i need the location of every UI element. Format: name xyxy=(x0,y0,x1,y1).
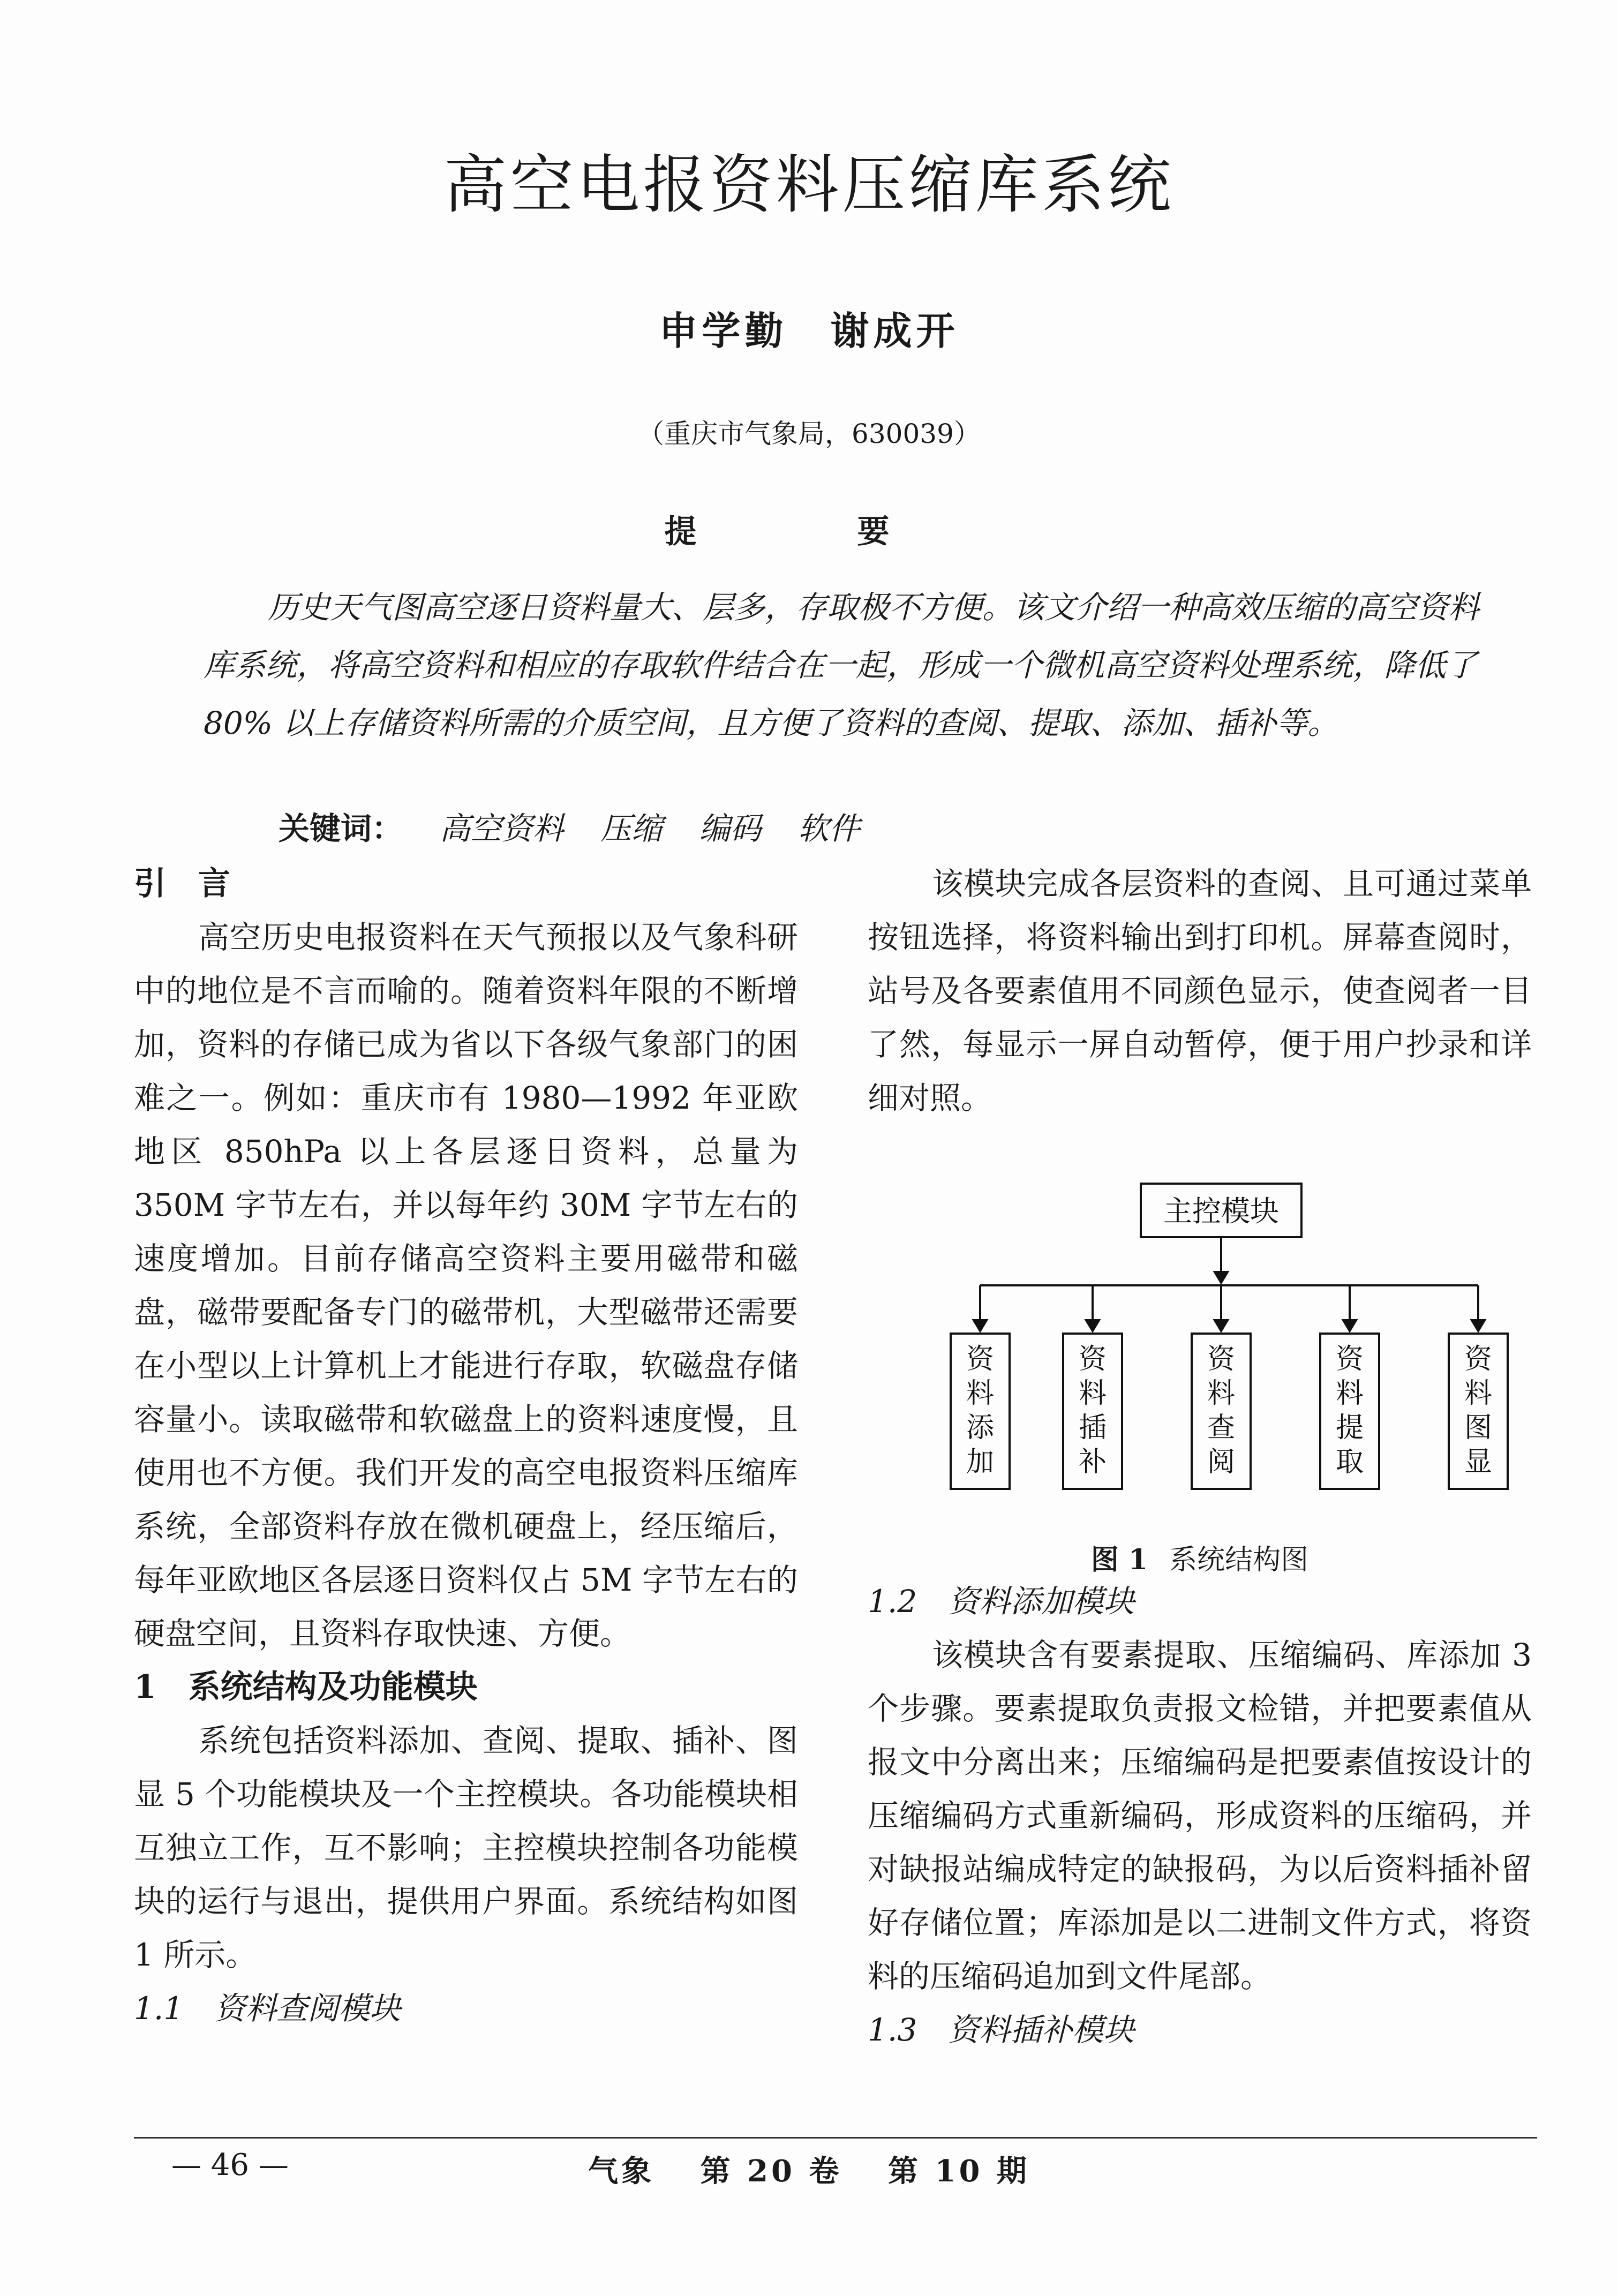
figure-caption xyxy=(868,1537,1532,1577)
left-column xyxy=(134,857,798,2035)
footer-divider xyxy=(134,2137,1537,2139)
intro-heading: 引 言 xyxy=(134,865,230,902)
module-label: 资料插补 xyxy=(1078,1343,1107,1478)
affiliation: （重庆市气象局，630039） xyxy=(637,418,981,449)
module-label: 资料提取 xyxy=(1335,1343,1364,1478)
subsection-1-2-heading: 1.2 资料添加模块 xyxy=(868,1583,1135,1620)
section-1-1-paragraph: 该模块完成各层资料的查阅、且可通过菜单按钮选择，将资料输出到打印机。屏幕查阅时，站号及各要素值用不同颜色显示，使查阅者一目了然，每显示一屏自动暂停，便于用户抄录和详细对照。 xyxy=(868,865,1532,1116)
arrow-head xyxy=(1343,1320,1356,1331)
main-control-label: 主控模块 xyxy=(1163,1194,1279,1228)
author-list: 申学勤 谢成开 xyxy=(659,308,959,353)
arrow-head xyxy=(1086,1320,1099,1331)
abstract-text: 历史天气图高空逐日资料量大、层多，存取极不方便。该文介绍一种高效压缩的高空资料库系统，将高空资料和相应的存取软件结合在一起，形成一个微机高空资料处理系统，降低了 80% 以上存储资料所需的介质空间，且方便了资料的查阅、提取、添加、插补等。 xyxy=(204,589,1480,741)
journal-name: 气象 xyxy=(588,2154,655,2189)
keyword: 软件 xyxy=(797,810,860,847)
section-1-paragraph: 系统包括资料添加、查阅、提取、插补、图显 5 个功能模块及一个主控模块。各功能模块相互独立工作，互不影响；主控模块控制各功能模块的运行与退出，提供用户界面。系统结构如图 1 所示。 xyxy=(134,1722,798,1973)
module-label: 资料添加 xyxy=(966,1343,995,1478)
system-structure-diagram xyxy=(937,1178,1526,1510)
subsection-1-1-heading: 1.1 资料查阅模块 xyxy=(134,1990,401,2027)
keywords-line xyxy=(279,803,860,848)
journal-issue: 第 10 期 xyxy=(888,2154,1030,2189)
figure-caption-text: 系统结构图 xyxy=(1169,1544,1309,1576)
keyword: 压缩 xyxy=(600,810,663,847)
intro-paragraph: 高空历史电报资料在天气预报以及气象科研中的地位是不言而喻的。随着资料年限的不断增加，资料的存储已成为省以下各级气象部门的困难之一。例如：重庆市有 1980—1992 年亚欧地区 850hPa 以上各层逐日资料，总量为 350M 字节左右，并以每年约 30M 字节左右的速度增加。目前存储高空资料主要用磁带和磁盘，磁带要配备专门的磁带机，大型磁带还需要在小型以上计算机上才能进行存取，软磁盘存储容量小。读取磁带和软磁盘上的资料速度慢，且使用也不方便。我们开发的高空电报资料压缩库系统，全部资料存放在微机硬盘上，经压缩后，每年亚欧地区各层逐日资料仅占 5M 字节左右的硬盘空间，且资料存取快速、方便。 xyxy=(134,919,798,1652)
arrow-head xyxy=(1472,1320,1485,1331)
module-label: 资料图显 xyxy=(1464,1343,1493,1478)
keyword: 高空资料 xyxy=(439,810,564,847)
arrow-head xyxy=(1215,1272,1228,1283)
paper-title: 高空电报资料压缩库系统 xyxy=(443,148,1175,222)
module-label: 资料查阅 xyxy=(1207,1343,1236,1478)
right-column xyxy=(868,857,1532,1125)
figure-number: 图 1 xyxy=(1090,1544,1148,1576)
subsection-1-3-heading: 1.3 资料插补模块 xyxy=(868,2012,1135,2048)
subsection-1-2-paragraph: 该模块含有要素提取、压缩编码、库添加 3 个步骤。要素提取负责报文检错，并把要素值从报文中分离出来；压缩编码是把要素值按设计的压缩编码方式重新编码，形成资料的压缩码，并对缺报站编成特定的缺报码，为以后资料插补留好存储位置；库添加是以二进制文件方式，将资料的压缩码追加到文件尾部。 xyxy=(868,1637,1532,1994)
right-column-lower xyxy=(868,1575,1532,2057)
keywords-label: 关键词： xyxy=(279,810,403,847)
page-number: — 46 — xyxy=(171,2148,289,2182)
journal-info xyxy=(0,2148,1618,2190)
arrow-head xyxy=(974,1320,987,1331)
journal-volume: 第 20 卷 xyxy=(700,2154,842,2189)
keyword: 编码 xyxy=(699,810,762,847)
section-1-heading: 1 系统结构及功能模块 xyxy=(134,1668,478,1706)
arrow-head xyxy=(1215,1320,1228,1331)
abstract-heading: 提 要 xyxy=(664,513,954,551)
